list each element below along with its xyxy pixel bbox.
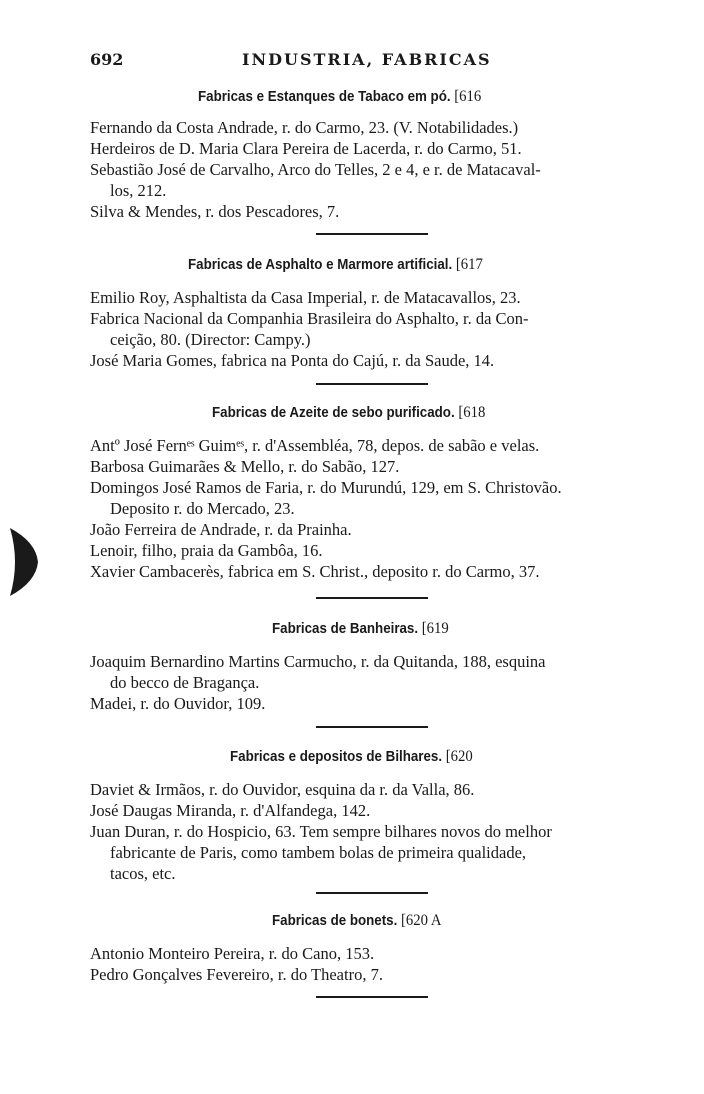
page-number: 692 (90, 50, 124, 69)
entry-continuation-line: fabricante de Paris, como tambem bolas de primeira qualidade, (110, 843, 527, 862)
section-divider (316, 597, 428, 599)
directory-entry: Joaquim Bernardino Martins Carmucho, r. da Quitanda, 188, esquina (90, 652, 546, 671)
section-reference-number: [618 (458, 404, 486, 421)
directory-entry: José Maria Gomes, fabrica na Ponta do Cajú, r. da Saude, 14. (90, 351, 495, 370)
section-reference-number: [619 (421, 620, 449, 637)
section-heading-title: Fabricas e depositos de Bilhares. (230, 749, 443, 765)
section-heading-title: Fabricas e Estanques de Tabaco em pó. (198, 89, 451, 105)
directory-entry: Domingos José Ramos de Faria, r. do Murundú, 129, em S. Christovão. (90, 478, 562, 497)
entry-continuation-line: los, 212. (110, 181, 167, 200)
entry-continuation-line: ceição, 80. (Director: Campy.) (110, 330, 311, 349)
scan-shadow-mark (6, 522, 42, 600)
section-heading-title: Fabricas de bonets. (272, 913, 398, 929)
directory-entry: José Daugas Miranda, r. d'Alfandega, 142. (90, 801, 371, 820)
section-heading (188, 256, 483, 274)
directory-entry: Emilio Roy, Asphaltista da Casa Imperial, r. de Matacavallos, 23. (90, 288, 521, 307)
entry-continuation-line: Deposito r. do Mercado, 23. (110, 499, 295, 518)
directory-entry: Fernando da Costa Andrade, r. do Carmo, 23. (V. Notabilidades.) (90, 118, 519, 137)
section-divider (316, 996, 428, 998)
section-reference-number: [620 A (401, 912, 442, 929)
section-heading (272, 912, 441, 930)
section-divider (316, 892, 428, 894)
directory-entry: Juan Duran, r. do Hospicio, 63. Tem sempre bilhares novos do melhor (90, 822, 552, 841)
section-heading-title: Fabricas de Banheiras. (272, 621, 419, 637)
directory-entry: Herdeiros de D. Maria Clara Pereira de Lacerda, r. do Carmo, 51. (90, 139, 522, 158)
directory-entry: Pedro Gonçalves Fevereiro, r. do Theatro, 7. (90, 965, 383, 984)
directory-entry: Antº José Fernᵉˢ Guimᵉˢ, r. d'Assembléa, 78, depos. de sabão e velas. (90, 436, 540, 455)
directory-entry: Madei, r. do Ouvidor, 109. (90, 694, 266, 713)
section-heading (198, 88, 481, 106)
section-divider (316, 233, 428, 235)
directory-entry: Silva & Mendes, r. dos Pescadores, 7. (90, 202, 340, 221)
directory-entry: Daviet & Irmãos, r. do Ouvidor, esquina da r. da Valla, 86. (90, 780, 475, 799)
section-heading-title: Fabricas de Asphalto e Marmore artificial. (188, 257, 453, 273)
directory-entry: João Ferreira de Andrade, r. da Prainha. (90, 520, 352, 539)
section-divider (316, 383, 428, 385)
page-header (90, 50, 670, 74)
entry-continuation-line: tacos, etc. (110, 864, 176, 883)
section-heading (230, 748, 473, 766)
directory-entry: Sebastião José de Carvalho, Arco do Telles, 2 e 4, e r. de Matacaval- (90, 160, 541, 179)
section-reference-number: [616 (454, 88, 482, 105)
entry-continuation-line: do becco de Bragança. (110, 673, 260, 692)
section-reference-number: [620 (445, 748, 473, 765)
directory-entry: Barbosa Guimarães & Mello, r. do Sabão, 127. (90, 457, 400, 476)
section-reference-number: [617 (455, 256, 483, 273)
section-heading (272, 620, 449, 638)
directory-entry: Lenoir, filho, praia da Gambôa, 16. (90, 541, 323, 560)
running-head: INDUSTRIA, FABRICAS (242, 50, 492, 69)
section-divider (316, 726, 428, 728)
section-heading (212, 404, 485, 422)
directory-entry: Antonio Monteiro Pereira, r. do Cano, 153. (90, 944, 375, 963)
directory-entry: Fabrica Nacional da Companhia Brasileira do Asphalto, r. da Con- (90, 309, 529, 328)
directory-entry: Xavier Cambacerès, fabrica em S. Christ., deposito r. do Carmo, 37. (90, 562, 540, 581)
section-heading-title: Fabricas de Azeite de sebo purificado. (212, 405, 455, 421)
